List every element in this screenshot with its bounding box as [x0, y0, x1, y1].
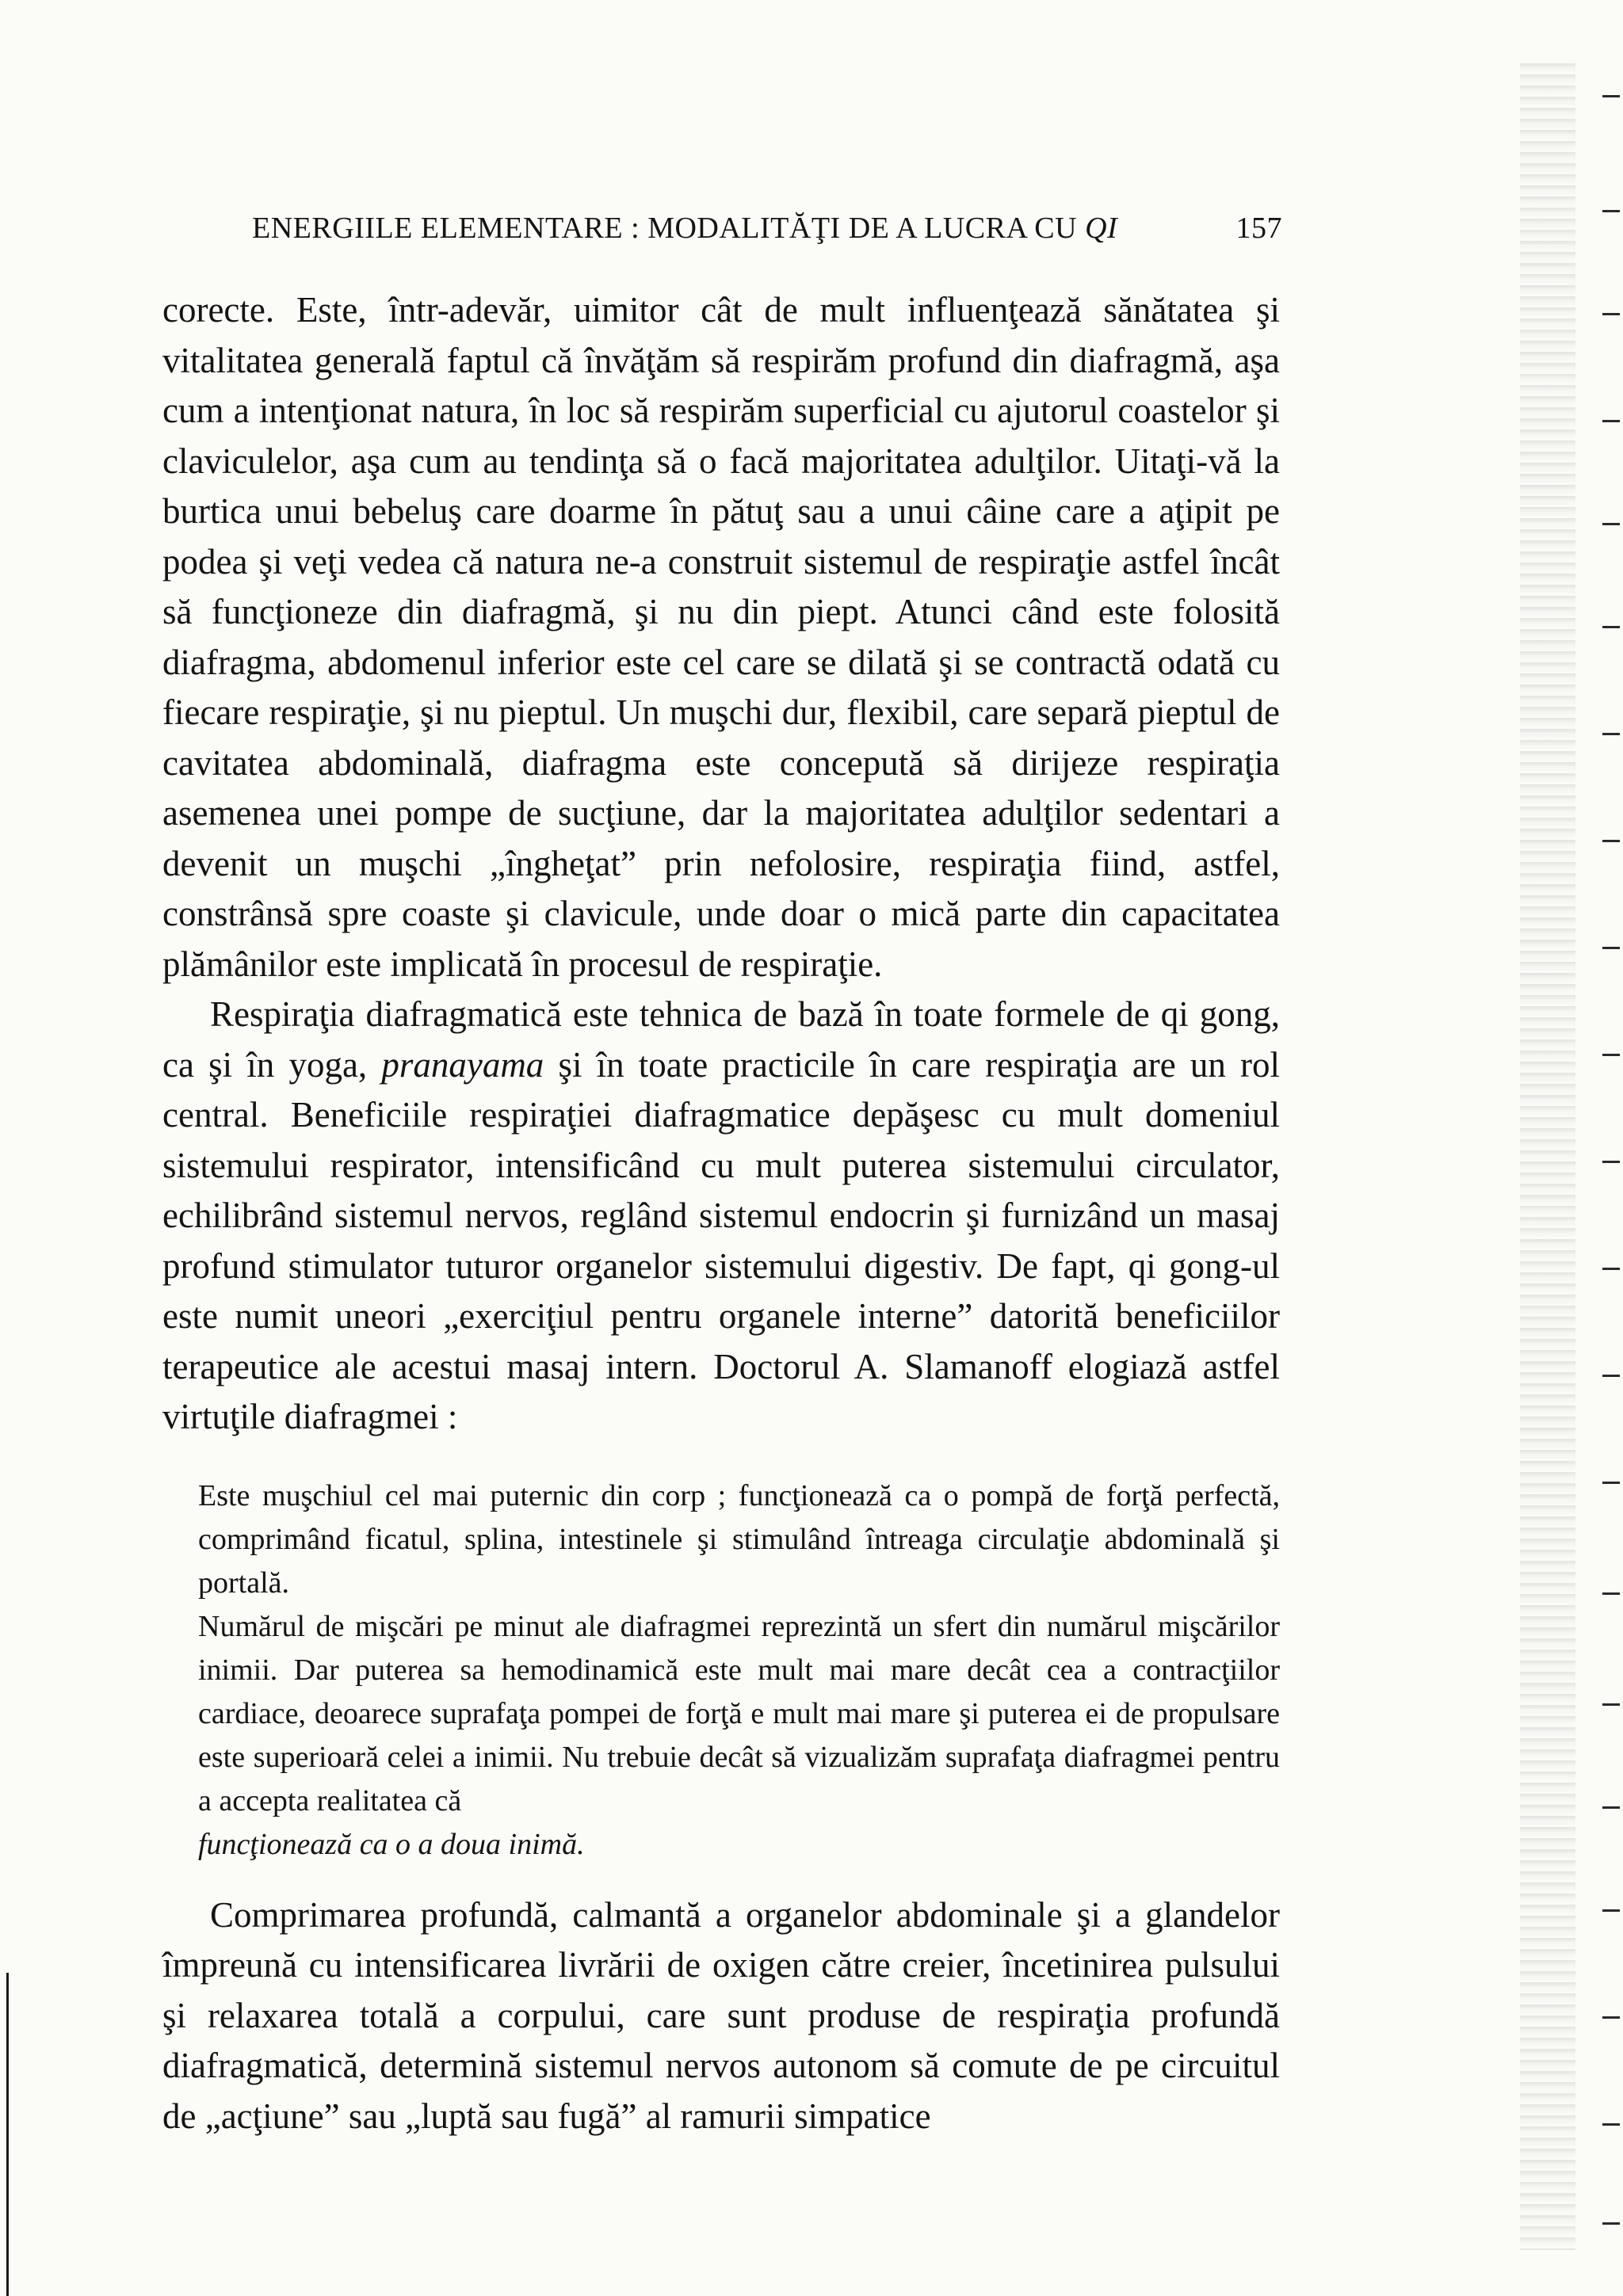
paragraph-3: Comprimarea profundă, calmantă a organelor abdominale şi a glandelor împreună cu intensificarea livrării de oxigen către creier, încetinirea pulsului şi relaxarea totală a corpului, care sunt produse de respiraţia profundă diafragmatică, determină sistemul nervos autonom să comute de pe circuitul de „acţiune” sau „luptă sau fugă” al ramurii simpatice — [162, 1894, 1280, 2136]
scan-edge-tick — [1602, 733, 1620, 735]
scan-edge-tick — [1602, 1375, 1620, 1377]
scan-edge-tick — [1602, 2123, 1620, 2126]
page-number: 157 — [1235, 212, 1282, 245]
quote-paragraph-2-emphasis: funcţionează ca o a doua inimă. — [198, 1827, 585, 1861]
paragraph-2-text-a: Respiraţia diafragmatică este tehnica de bază în toate formele de qi gong, ca şi în yoga, — [162, 994, 1280, 1085]
scan-left-rule — [6, 1973, 9, 2296]
quote-paragraph-2-text: Numărul de mişcări pe minut ale diafragmei reprezintă un sfert din numărul mişcărilor inimii. Dar puterea sa hemodinamică este mult mai mare decât cea a contracţiilor cardiace, deoarece suprafaţa pompei de forţă e mult mai mare şi puterea ei de propulsare este superioară celei a inimii. Nu trebuie decât să vizualizăm suprafaţa diafragmei pentru a accepta realitatea că — [198, 1609, 1280, 1817]
chapter-title-text: ENERGIILE ELEMENTARE : MODALITĂŢI DE A LUCRA CU — [252, 212, 1086, 245]
scan-edge-tick — [1602, 1161, 1620, 1163]
quote-paragraph-1: Este muşchiul cel mai puternic din corp ; funcţionează ca o pompă de forţă perfectă, comprimând ficatul, splina, intestinele şi stimulând întreaga circulaţie abdominală şi portală. — [198, 1478, 1280, 1600]
scan-edge-tick — [1602, 523, 1620, 525]
scan-edge-tick — [1602, 420, 1620, 422]
scan-edge-tick — [1602, 2016, 1620, 2019]
scan-edge-tick — [1602, 626, 1620, 628]
paragraph-2-text-b: şi în toate practicile în care respiraţia are un rol central. Beneficiile respiraţiei diafragmatice depăşesc cu mult domeniul sistemului respirator, intensificând cu mult puterea sistemului circulator, echilibrând sistemul nervos, reglând sistemul endocrin şi furnizând un masaj profund stimulator tuturor organelor sistemului digestiv. De fapt, qi gong-ul este numit uneori „exerciţiul pentru organele interne” datorită beneficiilor terapeutice ale acestui masaj intern. Doctorul A. Slamanoff elogiază astfel virtuţile diafragmei : — [162, 1044, 1281, 1436]
paragraph-2-emphasis: pranayama — [381, 1044, 544, 1085]
chapter-title-qi: QI — [1085, 212, 1118, 245]
body-text — [162, 285, 1280, 2142]
scan-edge-tick — [1602, 1054, 1620, 1056]
paragraph-2 — [162, 990, 1280, 1443]
scan-edge-tick — [1602, 2222, 1620, 2225]
scan-edge-tick — [1602, 313, 1620, 315]
scan-edge-tick — [1602, 95, 1620, 97]
paragraph-1: corecte. Este, într-adevăr, uimitor cât de mult influenţează sănătatea şi vitalitatea generală faptul că învăţăm să respirăm profund din diafragmă, aşa cum a intenţionat natura, în loc să respirăm superficial cu ajutorul coastelor şi claviculelor, aşa cum au tendinţa să o facă majoritatea adulţilor. Uitaţi-vă la burtica unui bebeluş care doarme în pătuţ sau a unui câine care a aţipit pe podea şi veţi vedea că natura ne-a construit sistemul de respiraţie astfel încât să funcţioneze din diafragmă, şi nu din piept. Atunci când este folosită diafragma, abdomenul inferior este cel care se dilată şi se contractă odată cu fiecare respiraţie, şi nu pieptul. Un muşchi dur, flexibil, care separă pieptul de cavitatea abdominală, diafragma este concepută să dirijeze respiraţia asemenea unei pompe de sucţiune, dar la majoritatea adulţilor sedentari a devenit un muşchi „îngheţat” prin nefolosire, respiraţia fiind, astfel, constrânsă spre coaste şi clavicule, unde doar o mică parte din capacitatea plămânilor este implicată în procesul de respiraţie. — [162, 290, 1280, 984]
running-header — [252, 211, 1282, 246]
scan-edge-tick — [1602, 1909, 1620, 1912]
scan-binding-edge — [1520, 63, 1575, 2250]
block-quote — [198, 1474, 1280, 1867]
scan-edge-tick — [1602, 210, 1620, 212]
scan-edge-tick — [1602, 947, 1620, 949]
quote-paragraph-2 — [198, 1605, 1280, 1867]
scan-edge-tick — [1602, 1592, 1620, 1595]
scan-edge-tick — [1602, 1806, 1620, 1809]
scan-edge-tick — [1602, 1703, 1620, 1706]
scan-edge-tick — [1602, 1268, 1620, 1270]
scan-edge-tick — [1602, 1482, 1620, 1484]
chapter-title — [252, 211, 1117, 246]
scan-edge-tick — [1602, 840, 1620, 842]
